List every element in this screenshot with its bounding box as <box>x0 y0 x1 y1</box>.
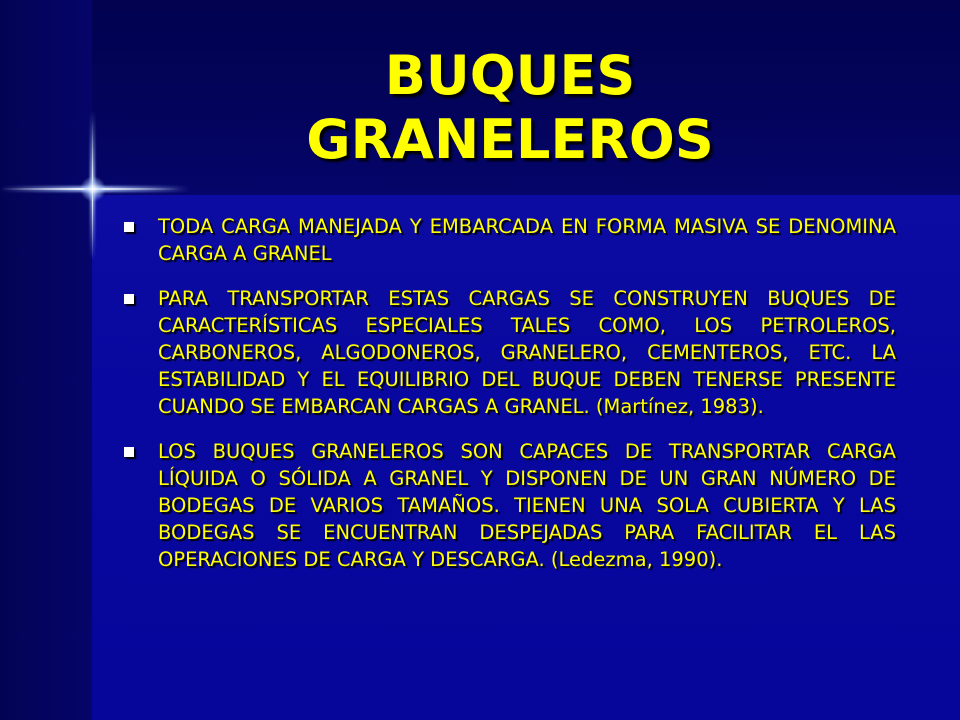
slide-title-line-1: BUQUES <box>384 44 636 107</box>
square-bullet-icon <box>124 294 134 304</box>
bullet-item <box>120 285 896 420</box>
lens-flare-star-icon <box>80 176 106 202</box>
bullet-item <box>120 438 896 573</box>
bullet-list <box>120 213 896 591</box>
slide-title-line-2: GRANELEROS <box>306 108 714 171</box>
bullet-item <box>120 213 896 267</box>
square-bullet-icon <box>124 447 134 457</box>
left-band <box>0 0 92 720</box>
bullet-text: LOS BUQUES GRANELEROS SON CAPACES DE TRANSPORTAR CARGA LÍQUIDA O SÓLIDA A GRANEL Y DISPONEN DE UN GRAN NÚMERO DE BODEGAS DE VARIOS TAMAÑOS. TIENEN UNA SOLA CUBIERTA Y LAS BODEGAS SE ENCUENTRAN DESPEJADAS PARA FACILITAR EL LAS OPERACIONES DE CARGA Y DESCARGA. (Ledezma, 1990). <box>158 440 896 571</box>
bullet-text: TODA CARGA MANEJADA Y EMBARCADA EN FORMA MASIVA SE DENOMINA CARGA A GRANEL <box>158 215 896 265</box>
square-bullet-icon <box>124 222 134 232</box>
bullet-text: PARA TRANSPORTAR ESTAS CARGAS SE CONSTRUYEN BUQUES DE CARACTERÍSTICAS ESPECIALES TALES COMO, LOS PETROLEROS, CARBONEROS, ALGODONEROS, GRANELERO, CEMENTEROS, ETC. LA ESTABILIDAD Y EL EQUILIBRIO DEL BUQUE DEBEN TENERSE PRESENTE CUANDO SE EMBARCAN CARGAS A GRANEL. (Martínez, 1983). <box>158 287 896 418</box>
slide-title <box>160 44 860 172</box>
